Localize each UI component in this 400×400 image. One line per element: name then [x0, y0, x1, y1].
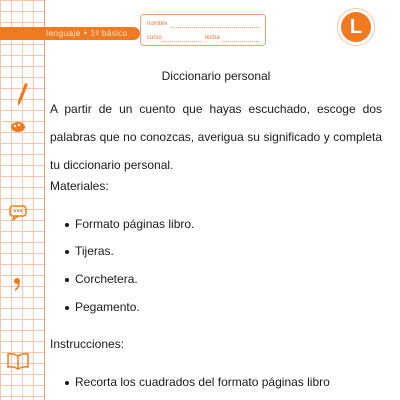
course-label: curso: [147, 35, 162, 41]
list-item: Tijeras.: [50, 244, 114, 258]
subject-label: lenguaje • 1º básico: [46, 29, 128, 38]
materials-heading: Materiales:: [50, 179, 109, 193]
intro-paragraph: A partir de un cuento que hayas escuchado, escoge dos palabras que no conozcas, averigua su significado y completa tu diccionario personal.: [50, 102, 382, 172]
date-label: fecha: [205, 35, 220, 41]
page-title: Diccionario personal: [161, 69, 271, 83]
list-item: Pegamento.: [50, 300, 140, 314]
name-label: nombre: [147, 21, 168, 27]
subject-logo: L: [341, 12, 371, 42]
list-item: Formato páginas libro.: [50, 217, 194, 231]
instructions-heading: Instrucciones:: [50, 337, 125, 351]
list-item: Corchetera.: [50, 272, 138, 286]
list-item: Recorta los cuadrados del formato páginas libro: [50, 375, 330, 389]
